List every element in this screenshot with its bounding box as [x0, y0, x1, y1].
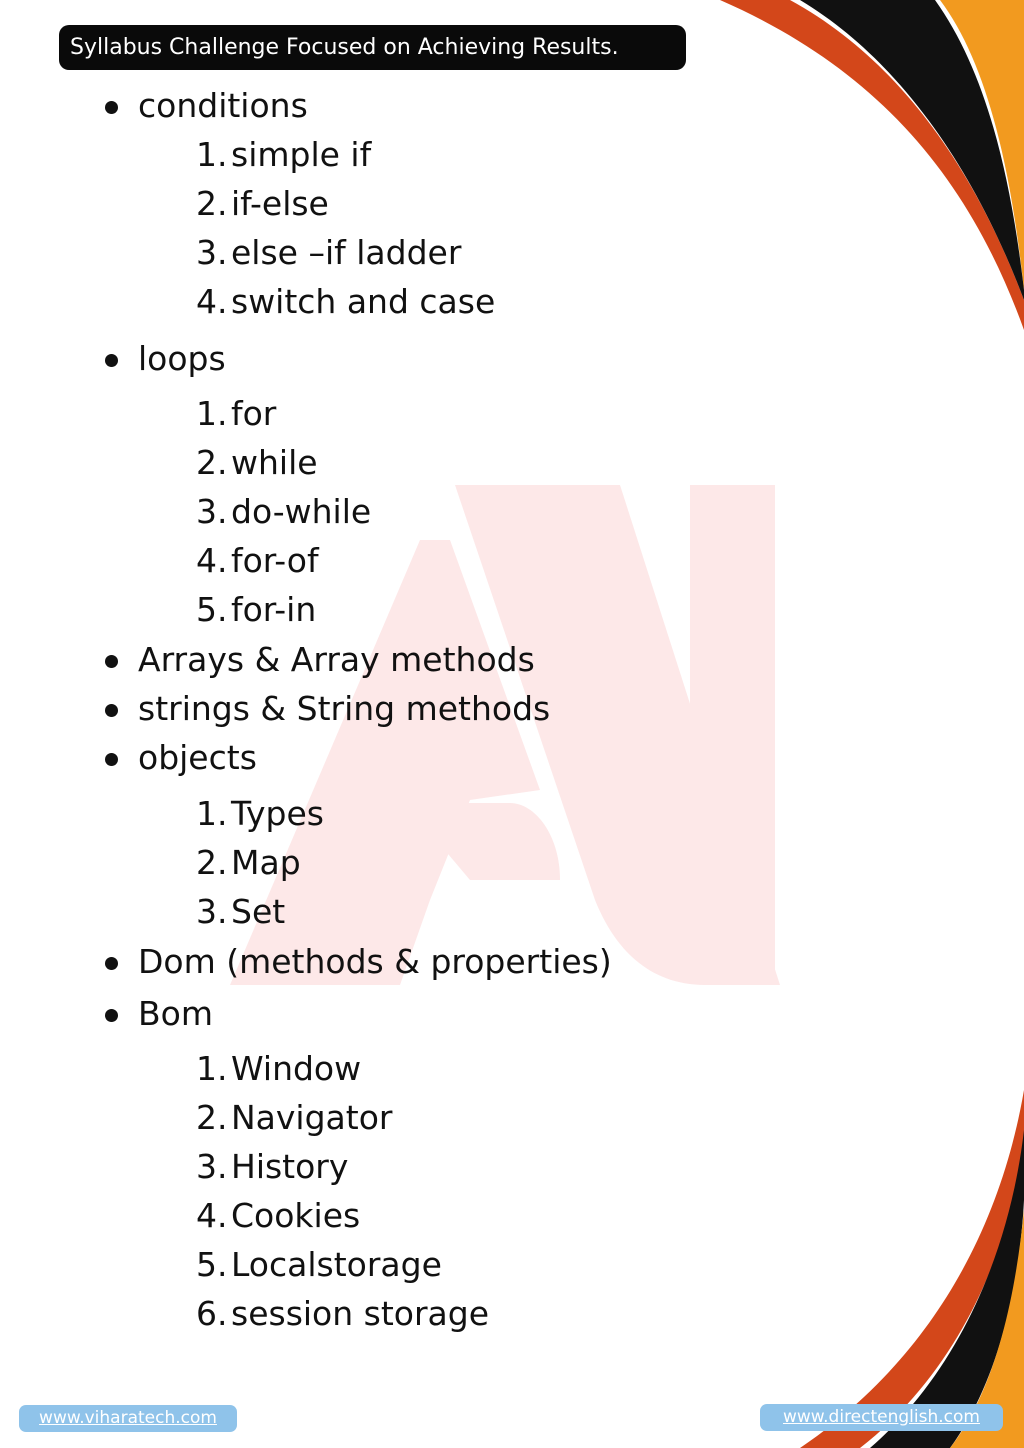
sub-list-item: 3. else –if ladder — [196, 233, 462, 272]
sub-list-item: 6. session storage — [196, 1294, 490, 1333]
sub-list-item: 2. Navigator — [196, 1098, 393, 1137]
sub-list-item: 2. Map — [196, 843, 301, 882]
list-item-objects: objects — [138, 738, 257, 777]
page-title: Syllabus Challenge Focused on Achieving Results. — [59, 25, 686, 70]
viharatech-link[interactable]: www.viharatech.com — [19, 1405, 237, 1432]
sub-list-item: 3. do-while — [196, 492, 372, 531]
list-item-strings: strings & String methods — [138, 689, 551, 728]
sub-list-item: 4. for-of — [196, 541, 319, 580]
sub-list-item: 2. while — [196, 443, 318, 482]
sub-list-item: 3. History — [196, 1147, 349, 1186]
sub-list-item: 3. Set — [196, 892, 286, 931]
list-item-loops: loops — [138, 339, 226, 378]
sub-list-item: 4. Cookies — [196, 1196, 361, 1235]
sub-list-item: 1. Window — [196, 1049, 362, 1088]
list-item-arrays: Arrays & Array methods — [138, 640, 535, 679]
sub-list-item: 1. Types — [196, 794, 324, 833]
sub-list-item: 2. if-else — [196, 184, 329, 223]
list-item-conditions: conditions — [138, 86, 308, 125]
sub-list-item: 5. Localstorage — [196, 1245, 442, 1284]
sub-list-item: 1. for — [196, 394, 277, 433]
sub-list-item: 4. switch and case — [196, 282, 496, 321]
sub-list-item: 1. simple if — [196, 135, 372, 174]
list-item-dom: Dom (methods & properties) — [138, 942, 612, 981]
directenglish-link[interactable]: www.directenglish.com — [760, 1404, 1003, 1431]
sub-list-item: 5. for-in — [196, 590, 317, 629]
list-item-bom: Bom — [138, 994, 213, 1033]
